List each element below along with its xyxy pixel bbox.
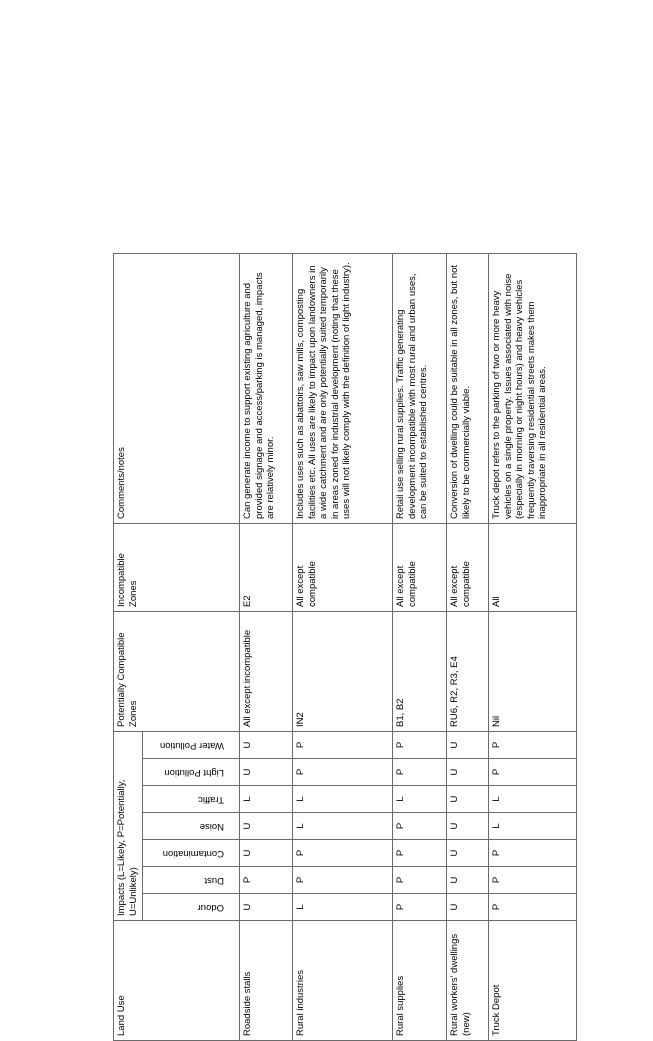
impact-cell: U: [240, 894, 293, 921]
impact-cell: P: [393, 759, 447, 786]
impact-header-odour: Odour: [143, 894, 240, 921]
compatible-zones-cell: All except incompatible: [240, 611, 293, 731]
impact-cell: U: [240, 759, 293, 786]
comments-cell: Includes uses such as abattoirs, saw mills, composting facilities etc. All uses are likely to impact upon landowners in a wide catchment and are only potentially suited temporarily in areas zoned for industrial development (noting that these uses will not likely comply with the definition of light industry).: [293, 253, 393, 523]
impact-cell: U: [240, 813, 293, 840]
impact-cell: U: [240, 840, 293, 867]
impact-cell: P: [489, 731, 577, 758]
land-use-cell: Roadside stalls: [240, 921, 293, 1041]
impact-cell: P: [393, 813, 447, 840]
comments-cell: Truck depot refers to the parking of two or more heavy vehicles on a single property. Issues associated with noise (especially in morning or night hours) and heavy vehicles frequently traversing residential streets makes them inappropriate in all residential areas.: [489, 253, 577, 523]
header-compatible-zones: Potentially Compatible Zones: [114, 611, 240, 731]
impact-cell: P: [293, 731, 393, 758]
impact-cell: U: [447, 786, 489, 813]
impact-cell: P: [393, 867, 447, 894]
impact-header-dust: Dust: [143, 867, 240, 894]
impact-cell: L: [293, 813, 393, 840]
impact-cell: U: [447, 867, 489, 894]
impact-cell: L: [489, 813, 577, 840]
table-row: [489, 253, 577, 1040]
impact-cell: U: [447, 813, 489, 840]
incompatible-zones-cell: All except compatible: [293, 523, 393, 611]
impact-header-light-pollution: Light Pollution: [143, 759, 240, 786]
incompatible-zones-cell: E2: [240, 523, 293, 611]
comments-cell: Retail use selling rural supplies. Traffic generating development incompatible with most rural and urban uses, can be suited to established centres.: [393, 253, 447, 523]
impact-cell: U: [447, 759, 489, 786]
impact-cell: U: [447, 840, 489, 867]
compatible-zones-cell: RU6, R2, R3, E4: [447, 611, 489, 731]
impact-cell: P: [393, 894, 447, 921]
table-row: [393, 253, 447, 1040]
impact-cell: P: [293, 759, 393, 786]
impact-header-noise: Noise: [143, 813, 240, 840]
land-use-cell: Rural workers' dwellings (new): [447, 921, 489, 1041]
impact-header-contamination: Contamination: [143, 840, 240, 867]
compatible-zones-cell: IN2: [293, 611, 393, 731]
impact-cell: P: [489, 840, 577, 867]
comments-cell: Can generate income to support existing agriculture and provided signage and access/parking is managed, impacts are relatively minor.: [240, 253, 293, 523]
incompatible-zones-cell: All: [489, 523, 577, 611]
impact-cell: L: [240, 786, 293, 813]
impact-cell: P: [293, 867, 393, 894]
header-incompatible-zones: Incompatible Zones: [114, 523, 240, 611]
impact-header-water-pollution: Water Pollution: [143, 731, 240, 758]
impact-cell: U: [447, 731, 489, 758]
impact-header-traffic: Traffic: [143, 786, 240, 813]
land-use-cell: Rural industries: [293, 921, 393, 1041]
impact-cell: L: [293, 894, 393, 921]
land-use-cell: Rural supplies: [393, 921, 447, 1041]
table-row: [447, 253, 489, 1040]
impact-cell: U: [447, 894, 489, 921]
compatible-zones-cell: B1, B2: [393, 611, 447, 731]
header-comments: Comments/notes: [114, 253, 240, 523]
impact-cell: P: [293, 840, 393, 867]
impact-cell: L: [489, 786, 577, 813]
table-row: [293, 253, 393, 1040]
impact-cell: U: [240, 731, 293, 758]
incompatible-zones-cell: All except compatible: [447, 523, 489, 611]
rotated-page: [113, 262, 577, 1041]
impact-cell: L: [293, 786, 393, 813]
comments-cell: Conversion of dwelling could be suitable in all zones, but not likely to be commercially viable.: [447, 253, 489, 523]
impact-cell: L: [393, 786, 447, 813]
table-row: [240, 253, 293, 1040]
impact-cell: P: [489, 867, 577, 894]
impact-cell: P: [393, 840, 447, 867]
land-use-cell: Truck Depot: [489, 921, 577, 1041]
impact-cell: P: [489, 894, 577, 921]
header-land-use: Land Use: [114, 921, 240, 1041]
incompatible-zones-cell: All except compatible: [393, 523, 447, 611]
impact-cell: P: [489, 759, 577, 786]
impact-cell: P: [240, 867, 293, 894]
header-row: [114, 253, 143, 1040]
impact-cell: P: [393, 731, 447, 758]
compatible-zones-cell: Nil: [489, 611, 577, 731]
header-impacts: Impacts (L=Likely, P=Potentially, U=Unlikely): [114, 731, 143, 920]
